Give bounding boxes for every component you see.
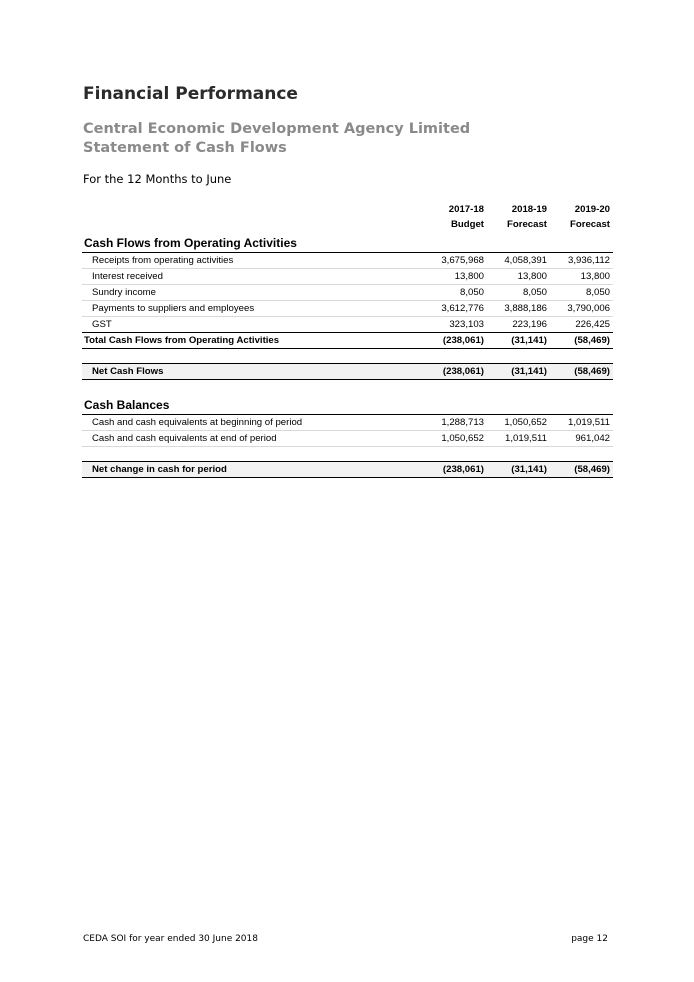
table-row: Payments to suppliers and employees 3,612,776 3,888,186 3,790,006 <box>82 301 613 317</box>
table-row: Cash and cash equivalents at end of period 1,050,652 1,019,511 961,042 <box>82 431 613 447</box>
footer-page-number: page 12 <box>571 934 608 944</box>
period-label: For the 12 Months to June <box>83 172 232 186</box>
table-row: Sundry income 8,050 8,050 8,050 <box>82 285 613 301</box>
header-row-years <box>82 202 613 217</box>
footer-document-label: CEDA SOI for year ended 30 June 2018 <box>83 934 258 944</box>
col-type-3: Forecast <box>570 219 610 230</box>
table-row: Cash and cash equivalents at beginning of period 1,288,713 1,050,652 1,019,511 <box>82 415 613 431</box>
col-year-3: 2019-20 <box>574 204 610 215</box>
cash-flow-table <box>82 202 613 478</box>
total-row-operating: Total Cash Flows from Operating Activities (238,061) (31,141) (58,469) <box>82 333 613 349</box>
org-name: Central Economic Development Agency Limited <box>83 121 471 137</box>
header-row-types <box>82 217 613 232</box>
col-type-2: Forecast <box>507 219 547 230</box>
section-title: Cash Flows from Operating Activities <box>82 232 613 253</box>
section-title: Cash Balances <box>82 394 613 415</box>
page-title: Financial Performance <box>83 84 298 104</box>
col-year-2: 2018-19 <box>511 204 547 215</box>
col-type-1: Budget <box>450 219 484 230</box>
table-row: GST 323,103 223,196 226,425 <box>82 317 613 333</box>
section-operating-heading <box>82 232 613 253</box>
col-year-1: 2017-18 <box>448 204 484 215</box>
net-change-row: Net change in cash for period (238,061) (31,141) (58,469) <box>82 462 613 478</box>
table-row: Receipts from operating activities 3,675,968 4,058,391 3,936,112 <box>82 253 613 269</box>
table-row: Interest received 13,800 13,800 13,800 <box>82 269 613 285</box>
report-subtitle <box>83 120 470 158</box>
statement-title: Statement of Cash Flows <box>83 140 287 156</box>
net-cash-flows-row: Net Cash Flows (238,061) (31,141) (58,469) <box>82 364 613 380</box>
section-balances-heading <box>82 394 613 415</box>
